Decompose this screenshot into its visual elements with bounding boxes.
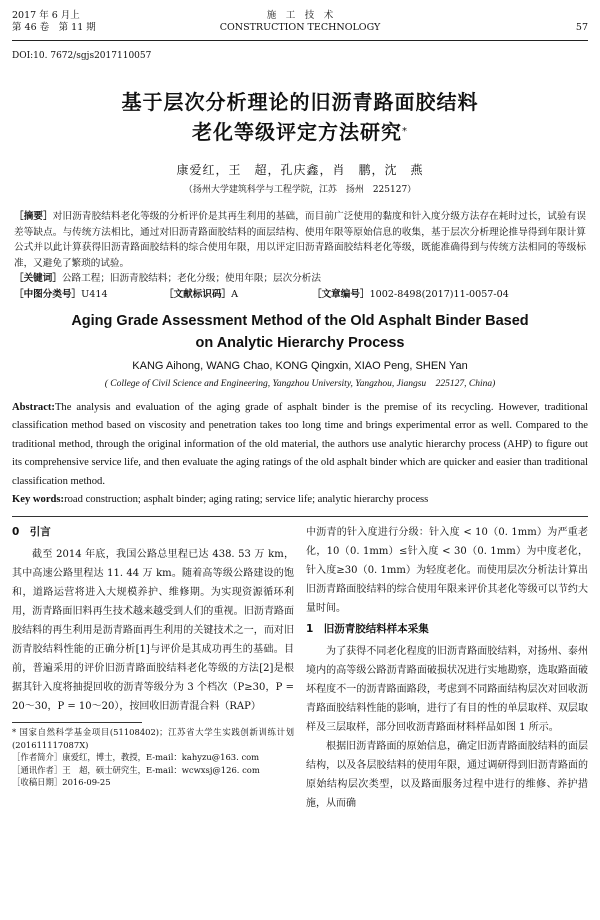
doc-code-value: A bbox=[231, 288, 239, 300]
clc-cell bbox=[14, 287, 164, 302]
doc-code-cell bbox=[164, 287, 312, 302]
abstract-en bbox=[12, 399, 588, 492]
title-en bbox=[12, 310, 588, 354]
section-0-paragraph: 截至 2014 年底，我国公路总里程已达 438. 53 万 km，其中高速公路里程达 11. 44 万 km。随着高等级公路建设的饱和，道路运营将进入大规模养护、维修期。为实现资源循环利用，沥青路面旧料再生技术越来越受到人们的重视。旧沥青路面胶结料的再生利用是沥青路面再生利用的关键技术之一，而对旧沥青胶结料性能的正确分析[1]与评价是其成功再生的基础。目前，普遍采用的评价旧沥青路面胶结料老化等级的方法[2]是根据其针入度将抽提回收的沥青等级分为 3 个档次（P≥30，P = 20～30，P = 10～20），按回收旧沥青混合料（RAP） bbox=[12, 549, 294, 712]
footnotes bbox=[12, 726, 294, 789]
keywords-en bbox=[12, 492, 588, 508]
keywords-cn bbox=[12, 271, 588, 287]
article-no-cell bbox=[312, 287, 509, 302]
abstract-en-text: The analysis and evaluation of the aging grade of asphalt binder is the premise of its recycling. However, traditional classification method based on viscosity and penetration takes too long time and brings experimental error as well. Compared to the traditional method, through the original information of the old material, the authors use analytic hierarchy process (AHP) to figure out its comprehensive service life, and then evaluate the aging ratings of the old asphalt binder which are quicker and easier than traditional classification method. bbox=[12, 401, 588, 487]
title-cn-line1: 基于层次分析理论的旧沥青路面胶结料 bbox=[121, 90, 479, 114]
classification-row bbox=[12, 287, 588, 302]
section-1-heading: 1 旧沥青胶结料样本采集 bbox=[306, 623, 429, 635]
title-cn bbox=[12, 87, 588, 147]
footnote-rule bbox=[12, 722, 142, 723]
keywords-cn-label: ［关键词］ bbox=[14, 273, 62, 284]
section-1-paragraph-2: 根据旧沥青路面的原始信息，确定旧沥青路面胶结料的面层结构，以及各层胶结料的使用年限，通过调研得到旧沥青路面的原始结构层次类型，以及路面服务过程中进行的维修、养护措施，从而确 bbox=[306, 741, 588, 809]
authors-en: KANG Aihong, WANG Chao, KONG Qingxin, XIAO Peng, SHEN Yan bbox=[132, 359, 468, 372]
title-cn-line2-wrap bbox=[12, 117, 588, 147]
title-en-line2: on Analytic Hierarchy Process bbox=[195, 334, 405, 351]
running-header bbox=[12, 10, 588, 40]
section-0-heading: 0 引言 bbox=[12, 526, 51, 538]
header-center bbox=[12, 10, 588, 34]
abstract-cn bbox=[12, 209, 588, 271]
right-col-continuation: 中沥青的针入度进行分级：针入度 < 10（0. 1mm）为严重老化，10（0. 1mm）≤针入度 < 30（0. 1mm）为中度老化，针入度≥30（0. 1mm）为轻度老化。而使用层次分析法计算出旧沥青路面胶结料的综合使用年限来评价其老化等级可以节约大量时间。 bbox=[306, 527, 588, 614]
body-columns bbox=[12, 523, 588, 813]
journal-name-en: CONSTRUCTION TECHNOLOGY bbox=[219, 22, 381, 33]
clc-label: ［中图分类号］ bbox=[14, 288, 82, 300]
footnote-contact: ［通讯作者］王 超，硕士研究生，E-mail：wcwxsj@126. com bbox=[12, 764, 260, 775]
keywords-cn-text: 公路工程；旧沥青胶结料；老化分级；使用年限；层次分析法 bbox=[61, 273, 321, 284]
header-rule bbox=[12, 40, 588, 41]
keywords-en-text: road construction; asphalt binder; aging rating; service life; analytic hierarchy process bbox=[64, 494, 429, 505]
keywords-en-label: Key words: bbox=[12, 494, 65, 505]
footnote-received: ［收稿日期］2016-09-25 bbox=[12, 777, 111, 788]
title-en-line1: Aging Grade Assessment Method of the Old Asphalt Binder Based bbox=[71, 312, 529, 329]
journal-name-cn: 施 工 技 术 bbox=[266, 10, 334, 21]
right-column bbox=[306, 523, 588, 813]
volume-issue: 第 46 卷 第 11 期 bbox=[12, 22, 96, 33]
footnote-fund: * 国家自然科学基金项目(51108402)；江苏省大学生实践创新训练计划(201611117087X) bbox=[12, 727, 294, 750]
doc-code-label: ［文献标识码］ bbox=[164, 288, 232, 300]
authors-cn: 康爱红，王 超，孔庆鑫，肖 鹏，沈 燕 bbox=[176, 163, 424, 177]
section-1-paragraph-1: 为了获得不同老化程度的旧沥青路面胶结料，对扬州、泰州境内的高等级公路沥青路面破损状况进行实地勘察，选取路面破坏程度不一的沥青路面路段，考虑到不同路面结构层次对回收沥青路面胶结料性能的影响，进行了有目的性的单层取样、双层取样及三层取样，部分回收沥青路面材料样品如图 1 所示。 bbox=[306, 646, 588, 733]
affiliation-en: ( College of Civil Science and Engineering, Yangzhou University, Yangzhou, Jiangsu 225127, China) bbox=[104, 378, 496, 389]
article-no-label: ［文章编号］ bbox=[312, 288, 370, 300]
article-no-value: 1002-8498(2017)11-0057-04 bbox=[369, 288, 509, 300]
footnote-author: ［作者简介］康爱红，博士，教授，E-mail：kahyzu@163. com bbox=[12, 752, 260, 763]
left-column bbox=[12, 523, 294, 813]
abstract-cn-label: ［摘要］ bbox=[14, 211, 53, 222]
body-rule bbox=[12, 516, 588, 517]
title-footnote-mark: * bbox=[402, 126, 408, 137]
title-cn-line2: 老化等级评定方法研究 bbox=[192, 120, 402, 144]
issue-date: 2017 年 6 月上 bbox=[12, 10, 80, 21]
abstract-en-label: Abstract: bbox=[12, 401, 55, 413]
clc-value: U414 bbox=[81, 288, 108, 300]
affiliation-cn: （扬州大学建筑科学与工程学院，江苏 扬州 225127） bbox=[183, 185, 417, 195]
page-number: 57 bbox=[575, 22, 588, 33]
abstract-cn-text: 对旧沥青胶结料老化等级的分析评价是其再生利用的基础，而目前广泛使用的黏度和针入度分级方法存在耗时过长，试验有误差等缺点。与传统方法相比，通过对旧沥青路面胶结料的面层结构、使用年限等原始信息的收集，基于层次分析理论推导得到年限计算公式并以此计算获得旧沥青路面胶结料的综合使用年限，用以评定旧沥青路面胶结料老化等级，既能准确得到与传统方法相同的等级标准，又避免了繁琐的试验。 bbox=[14, 211, 587, 269]
doi: DOI:10. 7672/sgjs2017110057 bbox=[12, 51, 152, 61]
